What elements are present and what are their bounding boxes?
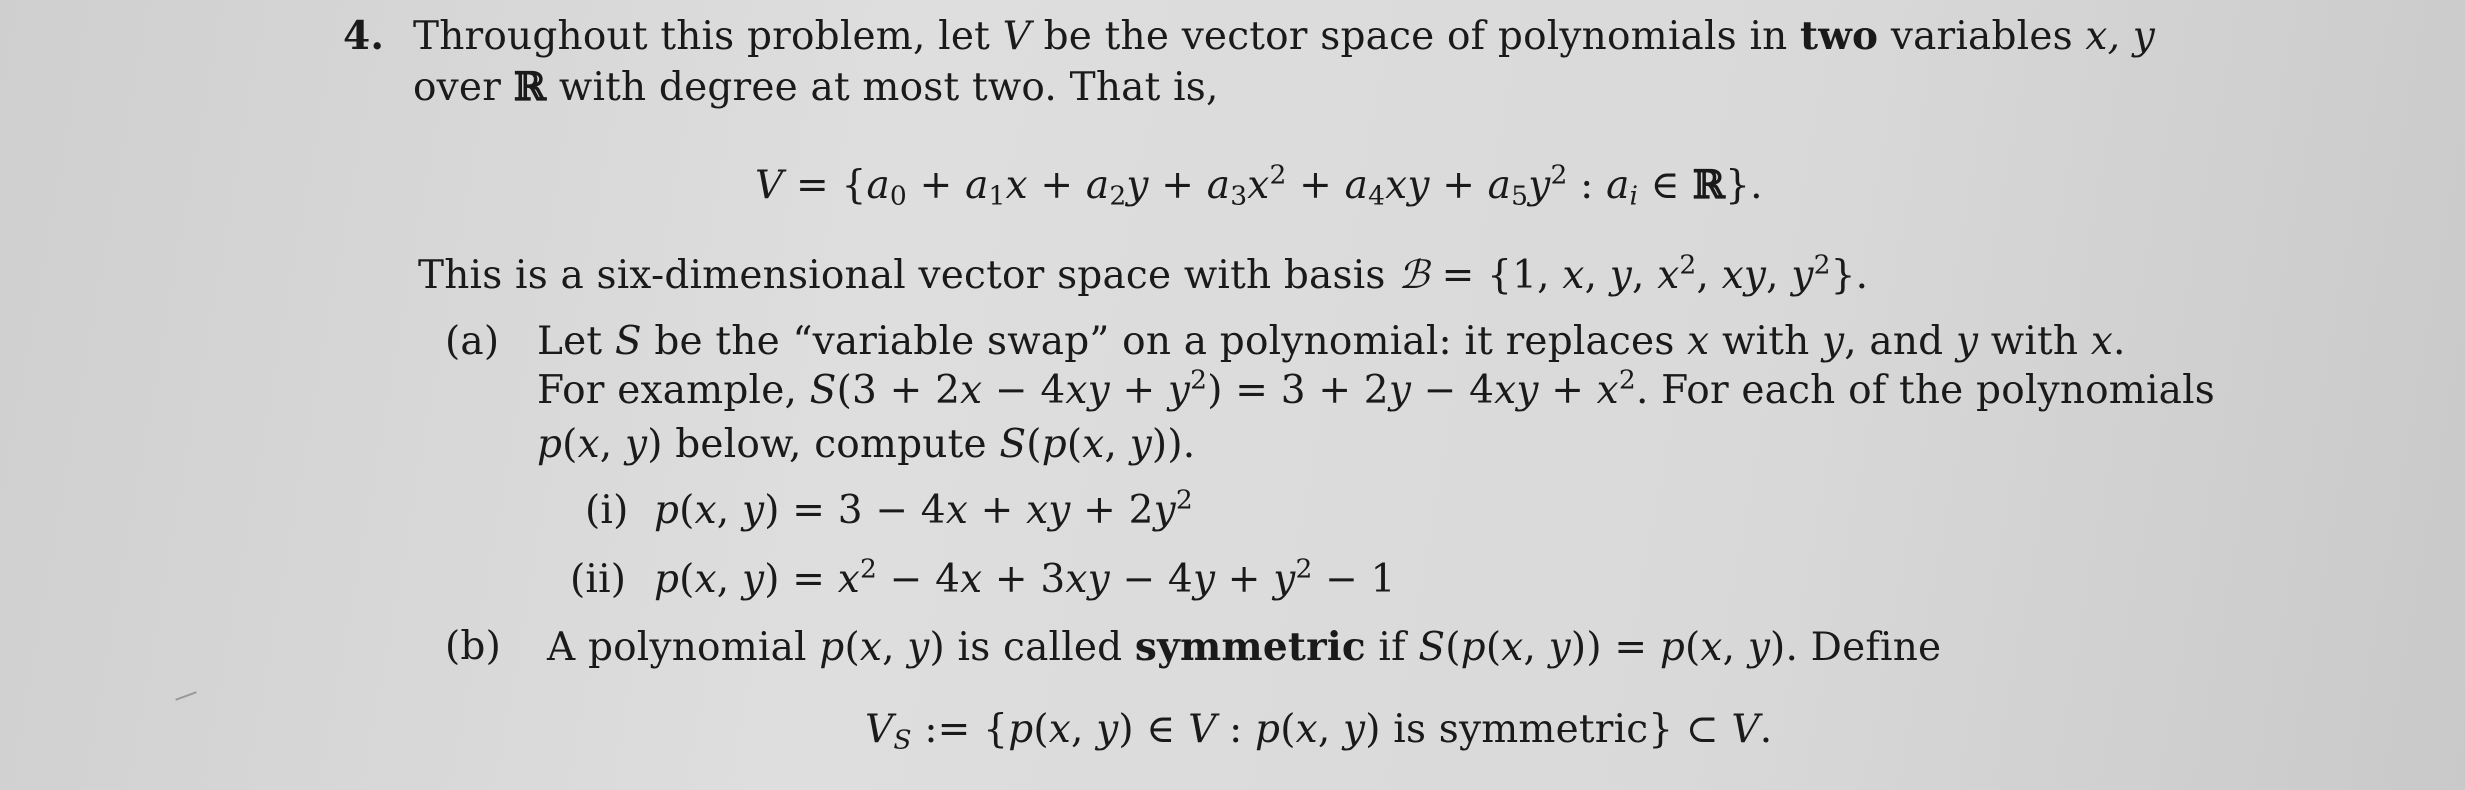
item-ii-label: (ii): [570, 557, 627, 602]
item-i-formula: p(x, y) = 3 − 4x + xy + $2y^2$: [654, 484, 1193, 533]
symmetric-subspace-definition: $V_S$ := {p(x, y) ∈ V : p(x, y) is symmetric} ⊂ V.: [865, 707, 1773, 756]
part-b-label: (b): [445, 624, 501, 669]
basis-line: This is a six-dimensional vector space with basis ℬ = {1, x, y, $x^2$, xy, $y^2$}.: [418, 249, 1869, 298]
vector-space-definition: $V = \{a_0 + a_1x + a_2y + a_3x^2 + a_4xy + a_5y^2$ : $a_i$ ∈ ℝ}.: [755, 159, 1763, 212]
pencil-mark: [175, 691, 196, 700]
part-a-label: (a): [445, 319, 500, 364]
part-a-line-2: For example, $S(3 + 2x - 4xy + y^2) = 3 + 2y - 4xy + x^2$. For each of the polynomials: [537, 364, 2216, 413]
part-a-line-3: p(x, y) below, compute S(p(x, y)).: [537, 422, 1196, 467]
problem-number: 4.: [343, 13, 385, 59]
item-ii-formula: p(x, $y) = x^2 - 4x + 3xy - 4y + y^2 - 1$: [654, 553, 1396, 602]
problem-intro-line-1: Throughout this problem, let V be the vector space of polynomials in two variables x, y: [413, 13, 2156, 59]
part-a-line-1: Let S be the “variable swap” on a polynomial: it replaces x with y, and y with x.: [537, 319, 2126, 364]
problem-intro-line-2: over ℝ with degree at most two. That is,: [413, 64, 1219, 110]
part-b-line-1: A polynomial p(x, y) is called symmetric if S(p(x, y)) = p(x, y). Define: [547, 624, 1942, 670]
item-i-label: (i): [585, 488, 629, 533]
